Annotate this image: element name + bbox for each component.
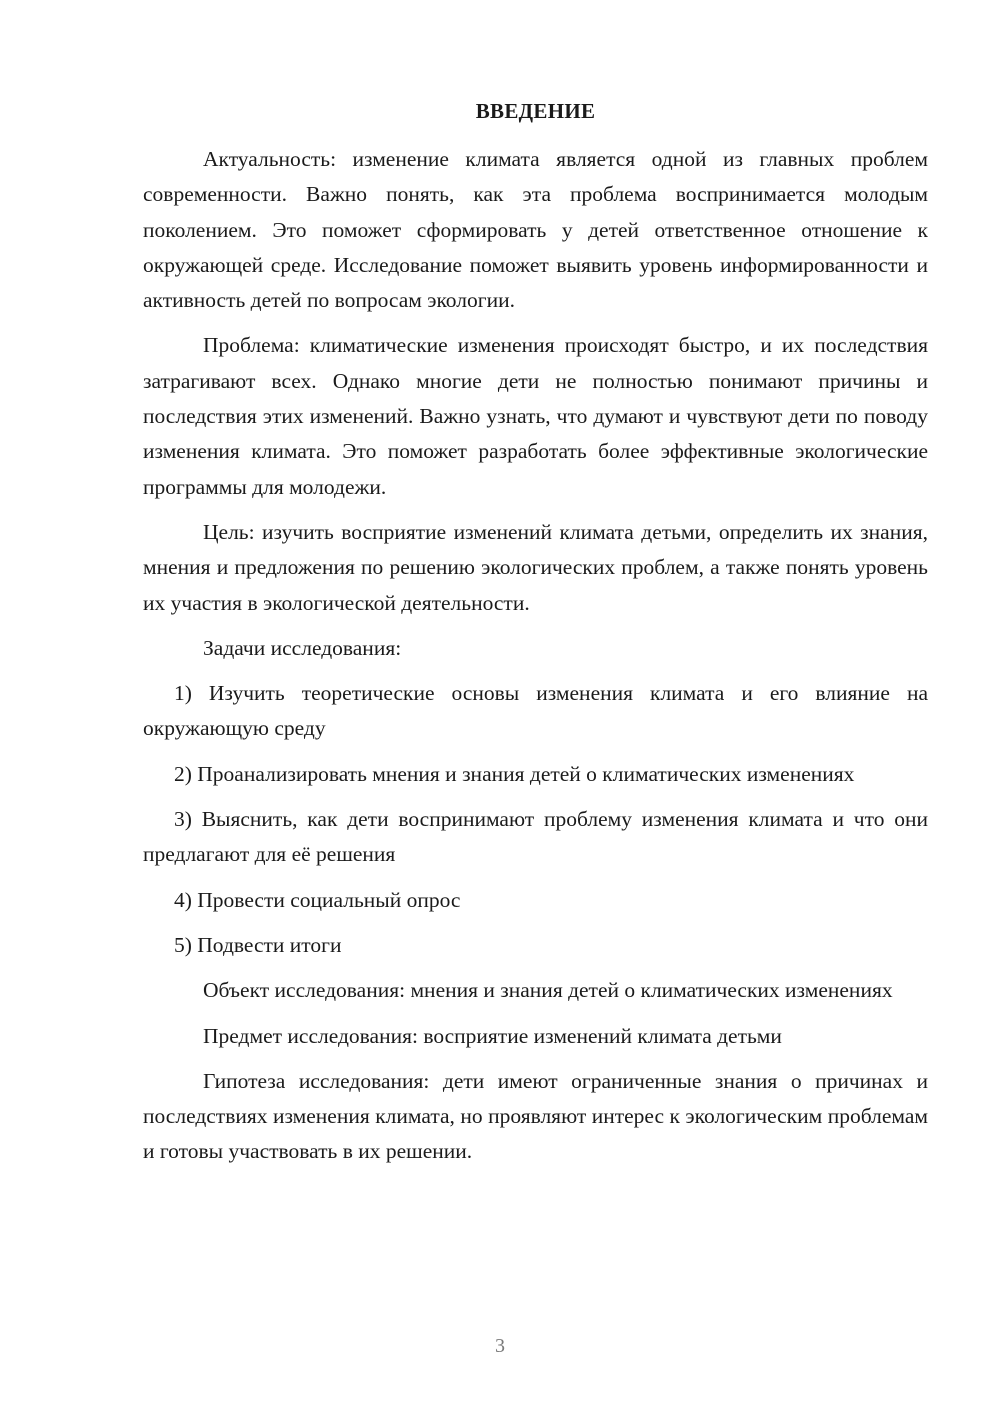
page-number: 3 bbox=[495, 1335, 505, 1357]
task-item-1: 1) Изучить теоретические основы изменения климата и его влияние на окружающую среду bbox=[143, 681, 928, 741]
task-item-2: 2) Проанализировать мнения и знания детей о климатических изменениях bbox=[174, 761, 855, 786]
section-heading: ВВЕДЕНИЕ bbox=[475, 99, 596, 123]
tasks-intro: Задачи исследования: bbox=[203, 635, 402, 660]
task-item-4: 4) Провести социальный опрос bbox=[174, 887, 461, 912]
relevance-paragraph: Актуальность: изменение климата является одной из главных проблем современности. Важно понять, как эта проблема воспринимается молодым поколением. Это поможет сформировать у детей ответственное отношение к окружающей среде. Исследование поможет выявить уровень информированности и активность детей по вопросам экологии. bbox=[143, 147, 928, 313]
object-paragraph: Объект исследования: мнения и знания детей о климатических изменениях bbox=[203, 978, 893, 1003]
task-item-3: 3) Выяснить, как дети воспринимают проблему изменения климата и что они предлагают для её решения bbox=[143, 807, 928, 867]
subject-paragraph: Предмет исследования: восприятие изменений климата детьми bbox=[203, 1023, 782, 1048]
goal-paragraph: Цель: изучить восприятие изменений климата детьми, определить их знания, мнения и предложения по решению экологических проблем, а также понять уровень их участия в экологической деятельности. bbox=[143, 519, 928, 615]
hypothesis-paragraph: Гипотеза исследования: дети имеют ограниченные знания о причинах и последствиях изменения климата, но проявляют интерес к экологическим проблемам и готовы участвовать в их решении. bbox=[143, 1068, 928, 1164]
document-body bbox=[143, 142, 928, 1180]
problem-paragraph: Проблема: климатические изменения происходят быстро, и их последствия затрагивают всех. Однако многие дети не полностью понимают причины и последствия этих изменений. Важно узнать, что думают и чувствуют дети по поводу изменения климата. Это поможет разработать более эффективные экологические программы для молодежи. bbox=[143, 333, 928, 499]
task-item-5: 5) Подвести итоги bbox=[174, 932, 342, 957]
